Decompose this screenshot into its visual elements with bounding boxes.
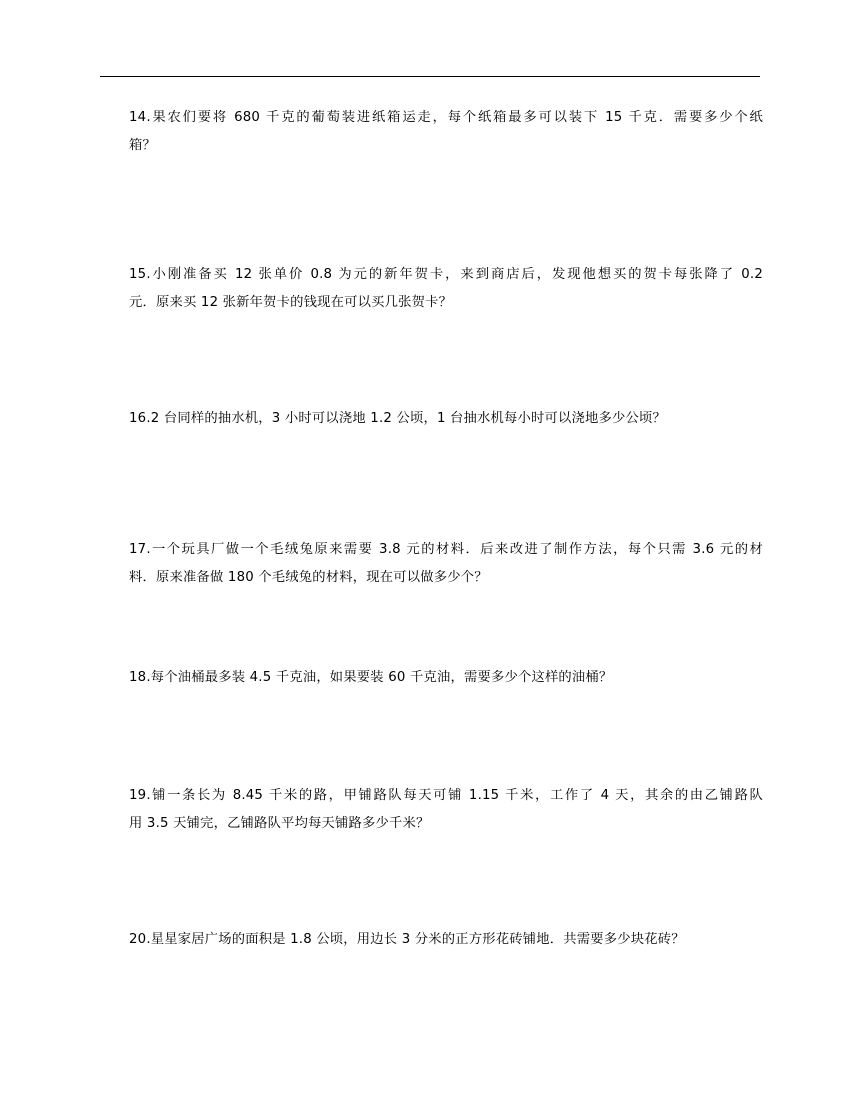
problem-15 (129, 261, 763, 317)
problem-line: 19.铺一条长为 8.45 千米的路，甲铺路队每天可铺 1.15 千米，工作了 4 天，其余的由乙铺路队 (129, 788, 763, 803)
problem-line: 用 3.5 天铺完，乙铺路队平均每天铺路多少千米？ (129, 816, 430, 831)
problem-line: 16.2 台同样的抽水机，3 小时可以浇地 1.2 公顷，1 台抽水机每小时可以浇地多少公顷？ (129, 411, 667, 426)
problem-line: 14.果农们要将 680 千克的葡萄装进纸箱运走，每个纸箱最多可以装下 15 千克．需要多少个纸 (129, 110, 763, 125)
problem-line: 料．原来准备做 180 个毛绒兔的材料，现在可以做多少个？ (129, 570, 488, 585)
problem-line: 箱？ (129, 138, 156, 153)
problem-16 (129, 405, 763, 433)
problem-line: 20.星星家居广场的面积是 1.8 公顷，用边长 3 分米的正方形花砖铺地．共需要多少块花砖？ (129, 932, 685, 947)
problem-19 (129, 782, 763, 838)
header-rule (100, 76, 760, 77)
problem-20 (129, 926, 763, 954)
problem-14 (129, 104, 763, 160)
problem-line: 15.小刚准备买 12 张单价 0.8 为元的新年贺卡，来到商店后，发现他想买的贺卡每张降了 0.2 (129, 267, 763, 282)
problem-17 (129, 536, 763, 592)
problem-line: 18.每个油桶最多装 4.5 千克油，如果要装 60 千克油，需要多少个这样的油桶？ (129, 670, 613, 685)
problem-line: 17.一个玩具厂做一个毛绒兔原来需要 3.8 元的材料．后来改进了制作方法，每个只需 3.6 元的材 (129, 542, 763, 557)
problem-line: 元．原来买 12 张新年贺卡的钱现在可以买几张贺卡？ (129, 295, 453, 310)
problem-18 (129, 664, 763, 692)
